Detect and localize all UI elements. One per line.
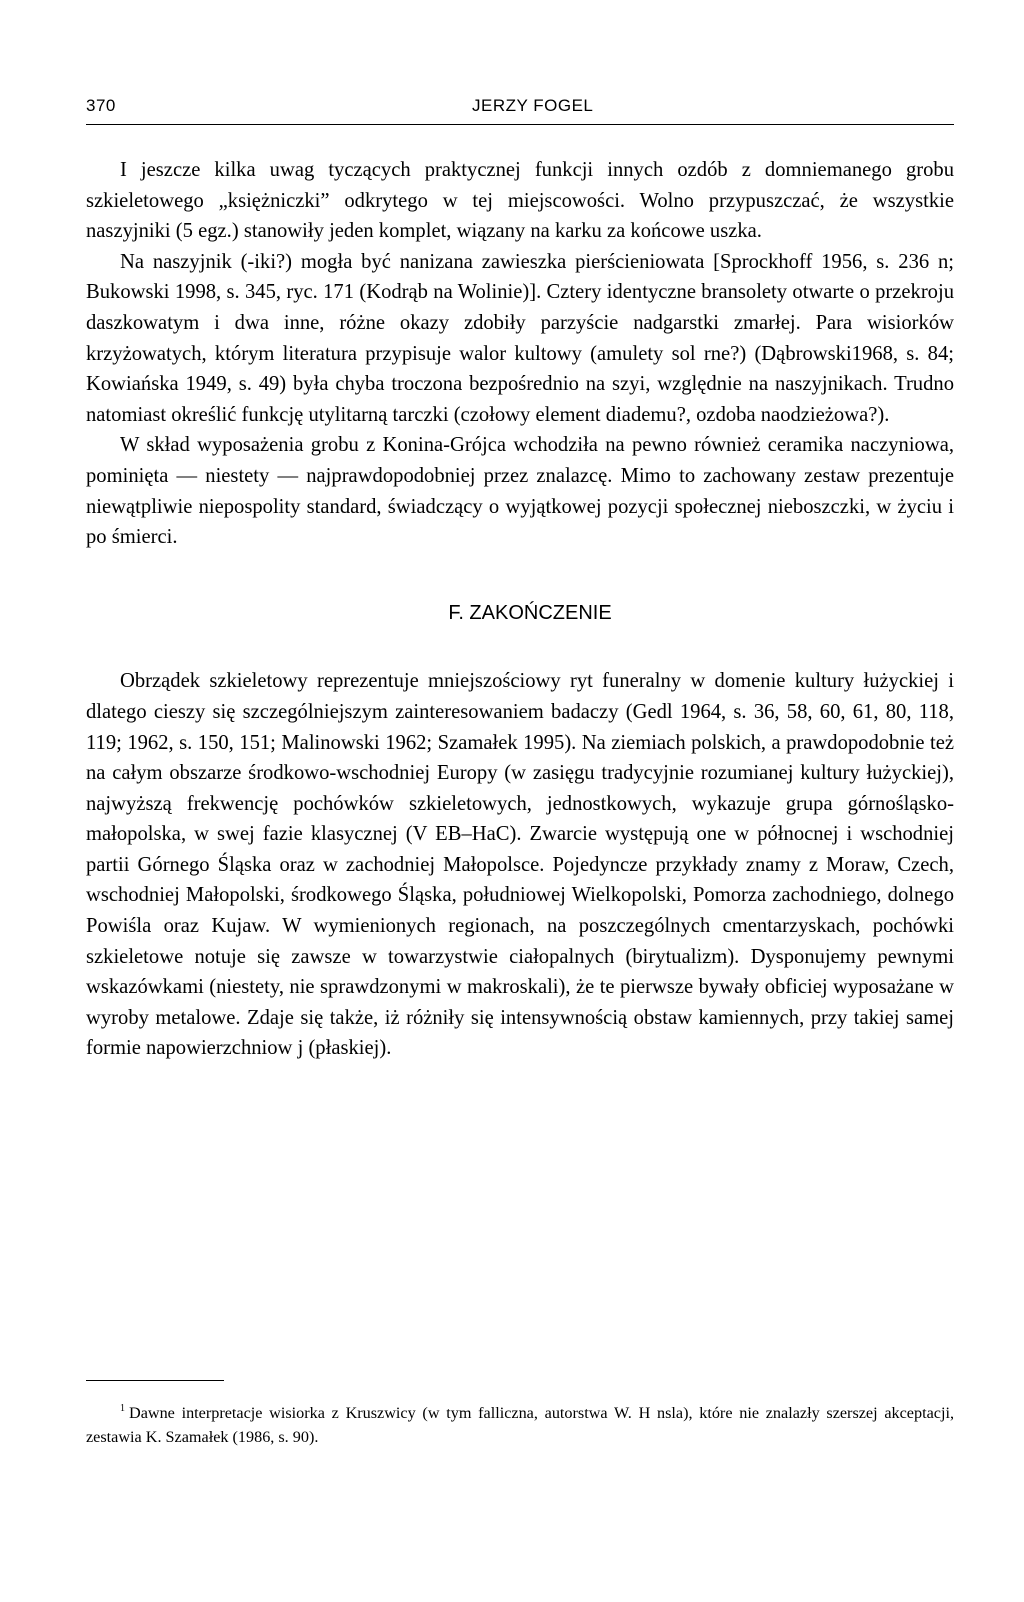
footnote-1	[86, 1397, 954, 1449]
footnote-marker: 1	[120, 1403, 125, 1414]
footnote-text: Dawne interpretacje wisiorka z Kruszwicy (w tym falliczna, autorstwa W. H nsla), które nie znalazły szerszej akceptacji, zestawia K. Szamałek (1986, s. 90).	[86, 1404, 954, 1446]
page-number: 370	[86, 96, 116, 115]
running-head	[86, 96, 954, 120]
paragraph-conclusion: Obrządek szkieletowy reprezentuje mniejszościowy ryt funeralny w domenie kultury łużyckiej i dlatego cieszy się szczególniejszym zainteresowaniem badaczy (Gedl 1964, s. 36, 58, 60, 61, 80, 118, 119; 1962, s. 150, 151; Malinowski 1962; Szamałek 1995). Na ziemiach polskich, a prawdopodobnie też na całym obszarze środkowo-wschodniej Europy (w zasięgu tradycyjnie rozumianej kultury łużyckiej), najwyższą frekwencję pochówków szkieletowych, jednostkowych, wykazuje grupa górnośląsko-małopolska, w swej fazie klasycznej (V EB–HaC). Zwarcie występują one w północnej i wschodniej partii Górnego Śląska oraz w zachodniej Małopolsce. Pojedyncze przykłady znamy z Moraw, Czech, wschodniej Małopolski, środkowego Śląska, południowej Wielkopolski, Pomorza zachodniego, dolnego Powiśla oraz Kujaw. W wymienionych regionach, na poszczególnych cmentarzyskach, pochówki szkieletowe notuje się zawsze w towarzystwie ciałopalnych (birytualizm). Dysponujemy pewnymi wskazówkami (niestety, nie sprawdzonymi w makroskali), że te pierwsze bywały obficiej wyposażane w wyroby metalowe. Zdaje się także, iż różniły się intensywnością obstaw kamiennych, przy takiej samej formie napowierzchniow j (płaskiej).	[86, 670, 954, 1060]
document-page	[86, 96, 954, 1446]
header-rule	[86, 124, 954, 125]
main-text	[86, 155, 954, 1064]
footnote-rule	[86, 1380, 224, 1381]
running-title: JERZY FOGEL	[472, 96, 594, 115]
section-heading: F. ZAKOŃCZENIE	[448, 601, 612, 624]
footnotes	[86, 1397, 954, 1449]
paragraph-grave-goods: W skład wyposażenia grobu z Konina-Grójca wchodziła na pewno również ceramika naczyniowa, pominięta — niestety — najprawdopodobniej przez znalazcę. Mimo to zachowany zestaw prezentuje niewątpliwie niepospolity standard, świadczący o wyjątkowej pozycji społecznej nieboszczki, w życiu i po śmierci.	[86, 434, 954, 549]
paragraph-ornaments: I jeszcze kilka uwag tyczących praktycznej funkcji innych ozdób z domniemanego grobu szkieletowego „księżniczki” odkrytego w tej miejscowości. Wolno przypuszczać, że wszystkie naszyjniki (5 egz.) stanowiły jeden komplet, wiązany na karku za końcowe uszka.	[86, 159, 954, 243]
paragraph-necklace: Na naszyjnik (-iki?) mogła być nanizana zawieszka pierścieniowata [Sprockhoff 1956, s. 236 n; Bukowski 1998, s. 345, ryc. 171 (Kodrąb na Wolinie)]. Cztery identyczne bransolety otwarte o przekroju daszkowatym i dwa inne, różne okazy zdobiły parzyście nadgarstki zmarłej. Para wisiorków krzyżowatych, którym literatura przypisuje walor kultowy (amulety sol rne?) (Dąbrowski1968, s. 84; Kowiańska 1949, s. 49) była chyba troczona bezpośrednio na szyi, względnie na naszyjnikach. Trudno natomiast określić funkcję utylitarną tarczki (czołowy element diademu?, ozdoba naodzieżowa?).	[86, 250, 954, 426]
